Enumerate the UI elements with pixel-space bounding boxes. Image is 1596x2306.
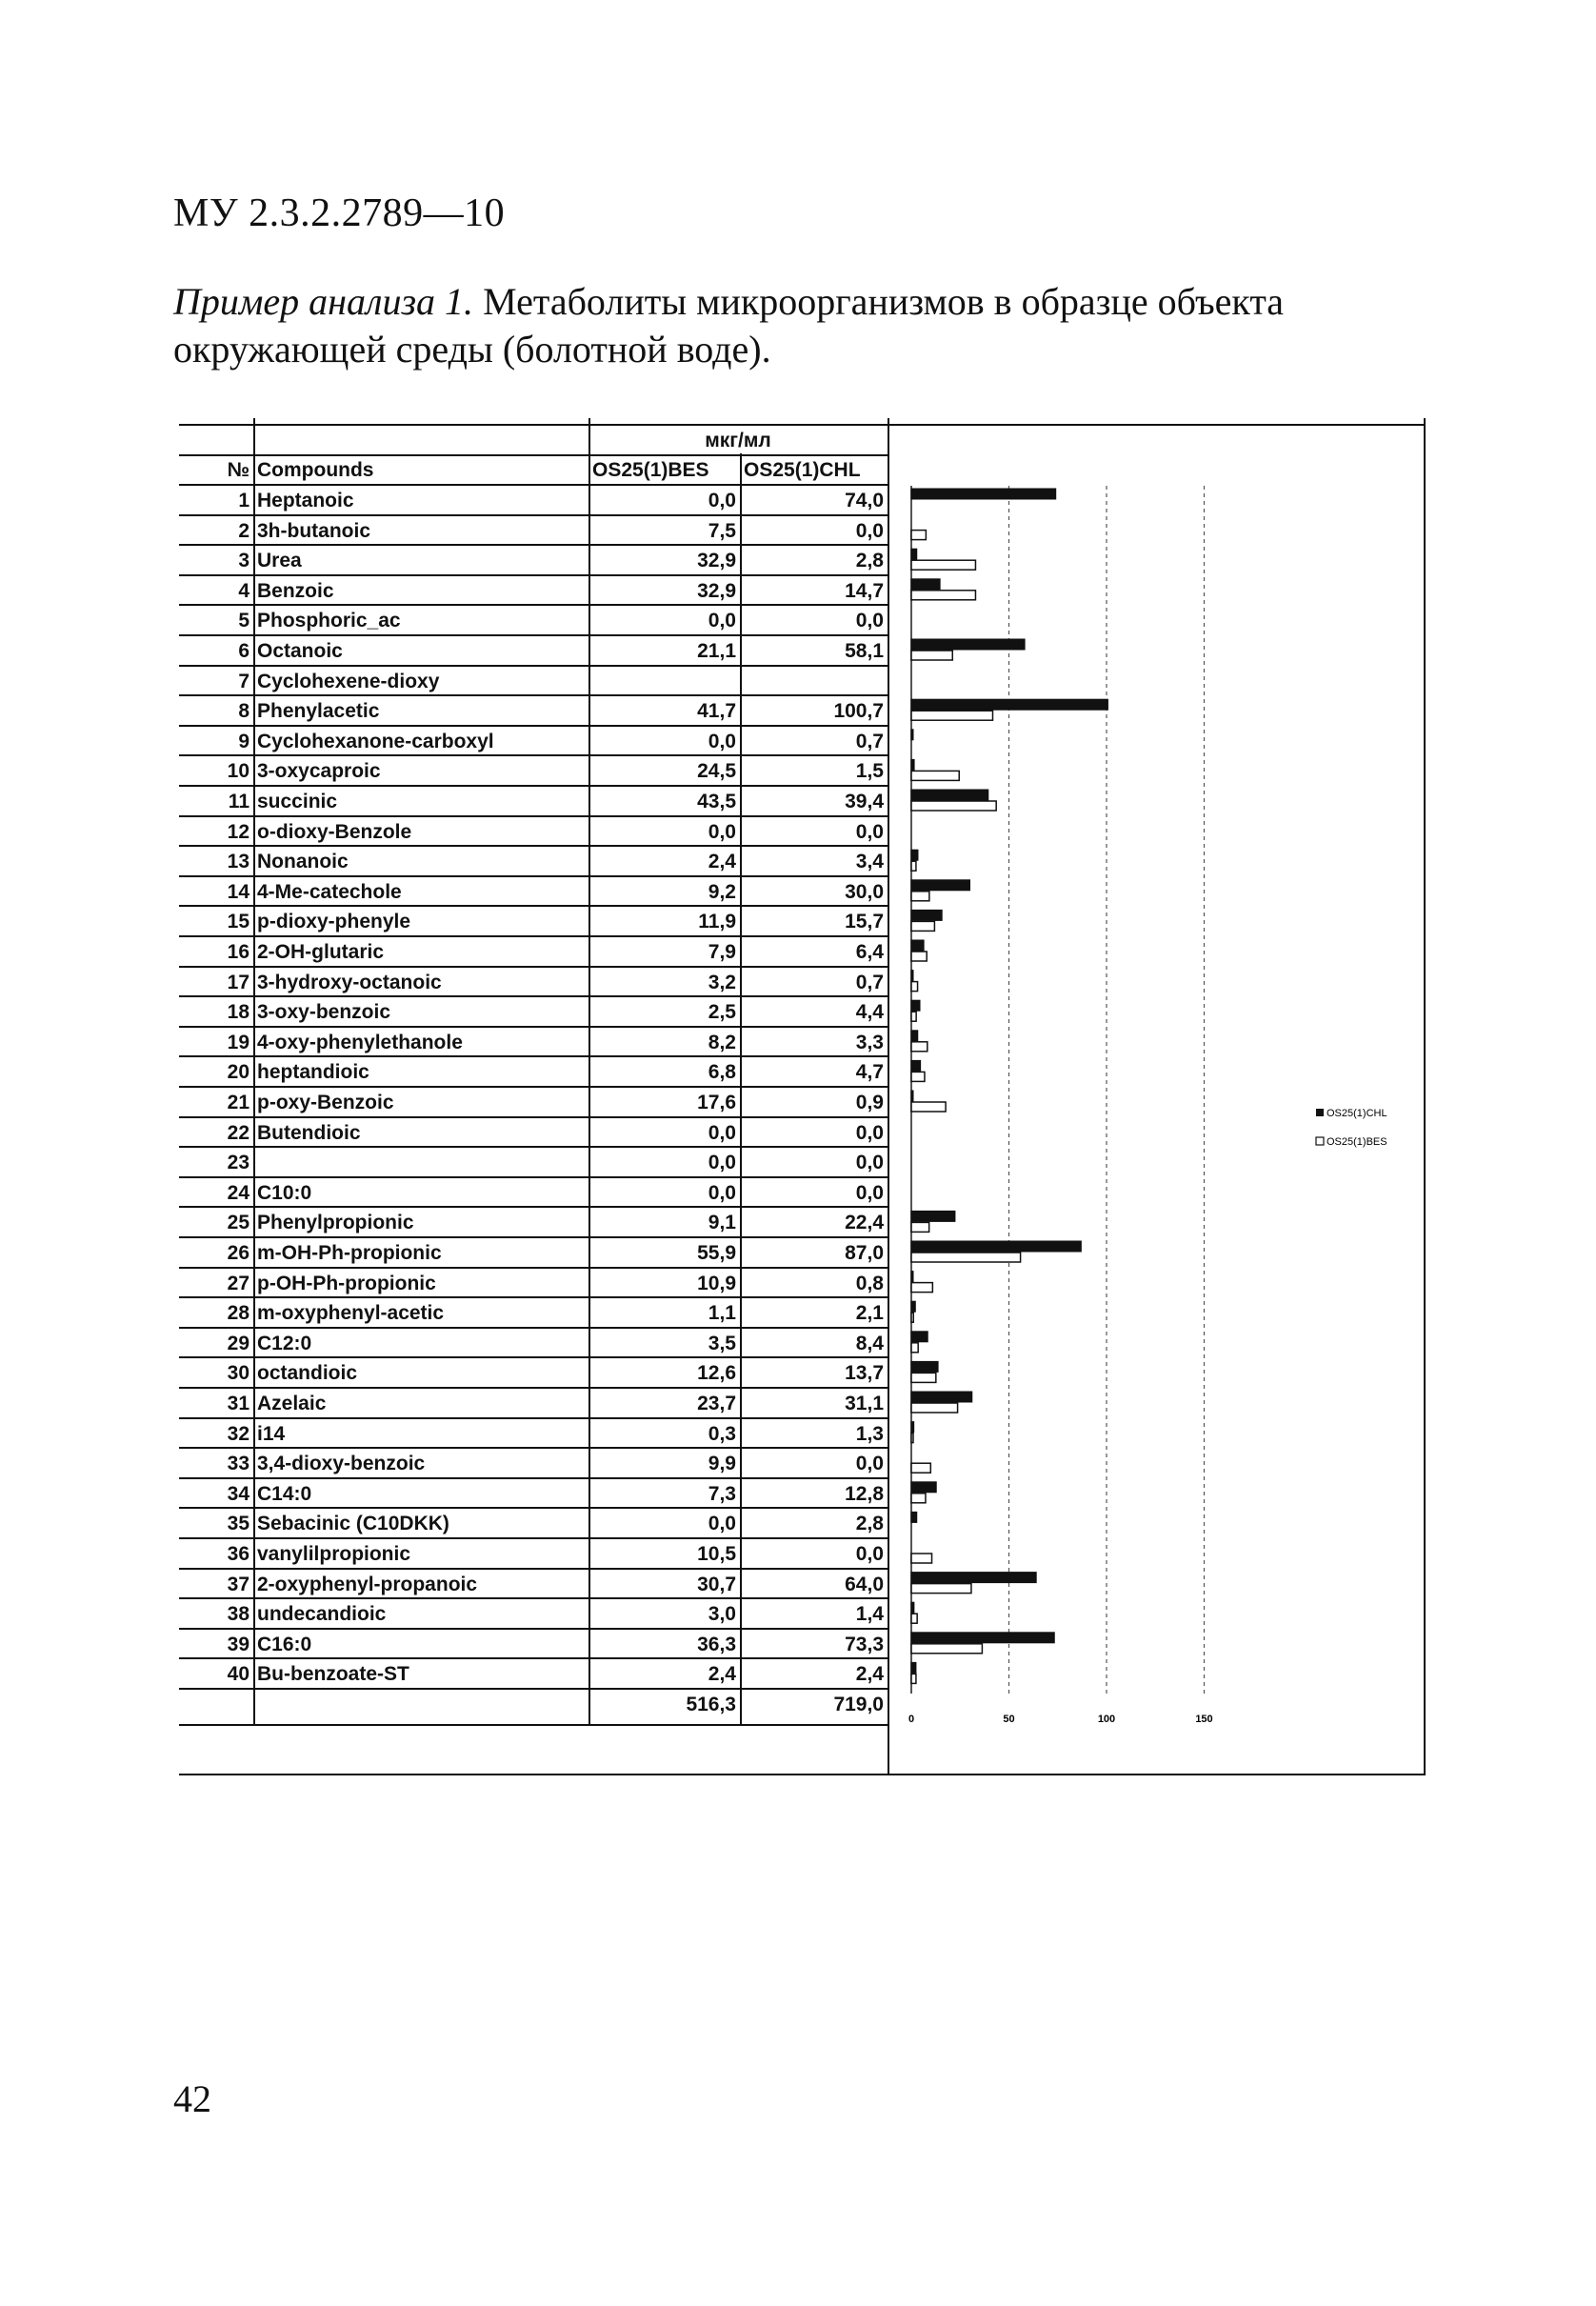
bar-bes xyxy=(911,1222,929,1232)
value-bes: 3,5 xyxy=(708,1332,736,1354)
bar-chl xyxy=(911,1301,915,1312)
bar-bes xyxy=(911,1614,917,1623)
value-chl: 74,0 xyxy=(845,490,884,511)
bar-bes xyxy=(911,560,975,570)
compound-name: o-dioxy-Benzole xyxy=(257,820,412,843)
row-number: 36 xyxy=(227,1543,249,1565)
value-chl: 0,0 xyxy=(855,1181,884,1204)
row-number: 31 xyxy=(227,1393,249,1414)
value-bes: 32,9 xyxy=(697,579,736,602)
bar-bes xyxy=(911,1494,926,1503)
bar-chl xyxy=(911,1091,913,1101)
bar-chl xyxy=(911,850,918,860)
bar-bes xyxy=(911,1403,958,1413)
bar-chl xyxy=(911,549,917,559)
page-header: МУ 2.3.2.2789—10 xyxy=(173,191,506,235)
column-header-bes: OS25(1)BES xyxy=(592,459,709,481)
value-bes: 0,0 xyxy=(708,610,736,632)
bar-chl xyxy=(911,1241,1081,1252)
value-bes: 0,0 xyxy=(708,1152,736,1174)
value-bes: 2,4 xyxy=(708,851,736,873)
row-number: 40 xyxy=(227,1663,249,1686)
bar-bes xyxy=(911,771,959,780)
bar-bes xyxy=(911,1644,982,1654)
x-tick-label: 0 xyxy=(908,1714,915,1725)
bar-chl xyxy=(911,1211,955,1221)
value-bes: 10,5 xyxy=(697,1543,736,1565)
value-bes: 2,4 xyxy=(708,1663,736,1686)
row-number: 22 xyxy=(227,1121,249,1144)
bar-chl xyxy=(911,1422,914,1433)
bar-chl xyxy=(911,1633,1054,1643)
bar-chl xyxy=(911,1060,921,1071)
row-number: 7 xyxy=(238,670,249,692)
value-bes: 6,8 xyxy=(708,1061,736,1084)
row-number: 9 xyxy=(238,730,249,752)
bar-bes xyxy=(911,1072,925,1081)
compound-name: Urea xyxy=(257,550,302,572)
value-chl: 0,9 xyxy=(855,1092,884,1113)
compound-name: i14 xyxy=(257,1422,286,1445)
value-chl: 2,8 xyxy=(855,1513,884,1535)
compound-name: 4-Me-catechole xyxy=(257,880,402,903)
row-number: 39 xyxy=(227,1633,249,1655)
compound-name: Phenylacetic xyxy=(257,700,380,723)
bar-bes xyxy=(911,801,996,811)
value-chl: 22,4 xyxy=(845,1212,884,1234)
legend-swatch-chl xyxy=(1316,1109,1324,1116)
value-chl: 0,0 xyxy=(855,1121,884,1144)
value-chl: 14,7 xyxy=(845,579,884,602)
row-number: 11 xyxy=(228,791,249,812)
bar-chl xyxy=(911,1573,1036,1583)
value-chl: 4,7 xyxy=(855,1061,884,1084)
value-chl: 30,0 xyxy=(845,880,884,903)
compound-name: 3,4-dioxy-benzoic xyxy=(257,1453,426,1475)
compound-name: succinic xyxy=(257,791,338,812)
row-number: 27 xyxy=(227,1272,249,1294)
row-number: 17 xyxy=(227,971,249,993)
value-bes: 3,0 xyxy=(708,1603,736,1626)
value-chl: 15,7 xyxy=(845,911,884,933)
value-bes: 0,0 xyxy=(708,1121,736,1144)
bar-bes xyxy=(911,1434,913,1443)
value-bes: 8,2 xyxy=(708,1031,736,1053)
bar-chl xyxy=(911,910,942,920)
value-chl: 12,8 xyxy=(845,1482,884,1505)
compound-name: 4-oxy-phenylethanole xyxy=(257,1031,463,1053)
value-bes: 7,5 xyxy=(708,519,736,542)
row-number: 3 xyxy=(238,550,249,572)
value-chl: 2,1 xyxy=(855,1302,884,1325)
bar-bes xyxy=(911,1463,930,1473)
unit-header: мкг/мл xyxy=(705,430,771,451)
bar-bes xyxy=(911,591,975,600)
value-chl: 73,3 xyxy=(845,1633,884,1655)
value-bes: 10,9 xyxy=(697,1272,736,1294)
compound-name: Sebacinic (C10DKK) xyxy=(257,1513,449,1535)
bar-chl xyxy=(911,790,988,800)
value-chl: 0,0 xyxy=(855,1543,884,1565)
value-bes: 9,2 xyxy=(708,880,736,903)
compound-name: C10:0 xyxy=(257,1181,312,1204)
bar-chl xyxy=(911,1272,913,1282)
compound-name: C16:0 xyxy=(257,1633,312,1655)
bar-bes xyxy=(911,952,927,961)
value-chl: 2,4 xyxy=(855,1663,884,1686)
compound-name: heptandioic xyxy=(257,1061,369,1084)
row-number: 21 xyxy=(227,1092,249,1113)
value-bes: 23,7 xyxy=(697,1393,736,1414)
compound-name: Butendioic xyxy=(257,1121,361,1144)
compound-name: p-OH-Ph-propionic xyxy=(257,1272,436,1294)
compound-name: Benzoic xyxy=(257,579,334,602)
compound-name: 3-hydroxy-octanoic xyxy=(257,971,442,993)
row-number: 38 xyxy=(227,1603,249,1626)
row-number: 4 xyxy=(238,579,249,602)
row-number: 15 xyxy=(227,911,249,933)
compound-name: C12:0 xyxy=(257,1332,312,1354)
total-chl: 719,0 xyxy=(833,1694,884,1715)
bar-bes xyxy=(911,1584,971,1594)
value-chl: 58,1 xyxy=(845,640,884,662)
bar-chl xyxy=(911,759,914,770)
bar-chl xyxy=(911,699,1107,710)
x-tick-label: 50 xyxy=(1003,1714,1015,1725)
value-chl: 3,3 xyxy=(855,1031,884,1053)
x-tick-label: 150 xyxy=(1195,1714,1213,1725)
row-number: 20 xyxy=(227,1061,249,1084)
bar-chl xyxy=(911,1361,938,1372)
value-bes: 0,0 xyxy=(708,730,736,752)
bar-chl xyxy=(911,579,940,590)
value-bes: 7,3 xyxy=(708,1482,736,1505)
value-chl: 0,8 xyxy=(855,1272,884,1294)
bar-chl xyxy=(911,1662,916,1673)
bar-chl xyxy=(911,1031,918,1041)
compound-name: Cyclohexanone-carboxyl xyxy=(257,730,494,752)
legend-label-chl: OS25(1)CHL xyxy=(1327,1108,1387,1119)
value-bes: 12,6 xyxy=(697,1362,736,1385)
value-bes: 1,1 xyxy=(708,1302,736,1325)
row-number: 32 xyxy=(227,1422,249,1445)
value-chl: 0,0 xyxy=(855,610,884,632)
value-bes: 30,7 xyxy=(697,1573,736,1595)
page-number: 42 xyxy=(173,2077,211,2120)
bar-chl xyxy=(911,1602,914,1613)
bar-bes xyxy=(911,921,934,931)
value-chl: 1,3 xyxy=(855,1422,884,1445)
bar-chl xyxy=(911,1512,917,1522)
column-header-chl: OS25(1)CHL xyxy=(744,459,861,481)
compound-name: 3h-butanoic xyxy=(257,519,370,542)
row-number: 28 xyxy=(227,1302,249,1325)
row-number: 24 xyxy=(227,1181,249,1204)
row-number: 23 xyxy=(227,1152,249,1174)
legend-swatch-bes xyxy=(1316,1137,1324,1145)
value-chl: 3,4 xyxy=(855,851,884,873)
value-bes: 0,3 xyxy=(708,1422,736,1445)
bar-bes xyxy=(911,892,929,901)
total-bes: 516,3 xyxy=(686,1694,736,1715)
caption-text: Метаболиты микроорганизмов в образце объекта окружающей среды (болотной воде). xyxy=(173,280,1285,371)
row-number: 2 xyxy=(238,519,249,542)
value-chl: 8,4 xyxy=(855,1332,884,1354)
value-bes: 2,5 xyxy=(708,1001,736,1024)
row-number: 14 xyxy=(227,880,249,903)
value-chl: 31,1 xyxy=(845,1393,884,1414)
value-chl: 1,5 xyxy=(855,760,884,783)
compound-name: Octanoic xyxy=(257,640,343,662)
row-number: 18 xyxy=(227,1001,249,1024)
bar-chl xyxy=(911,1332,928,1342)
legend-label-bes: OS25(1)BES xyxy=(1327,1136,1387,1148)
bar-chl xyxy=(911,1392,972,1402)
value-bes: 0,0 xyxy=(708,1181,736,1204)
value-bes: 11,9 xyxy=(698,911,736,933)
compound-name: 2-oxyphenyl-propanoic xyxy=(257,1573,478,1595)
bar-bes xyxy=(911,1283,932,1293)
compound-name: Cyclohexene-dioxy xyxy=(257,670,440,692)
bar-bes xyxy=(911,531,926,540)
value-chl: 4,4 xyxy=(855,1001,884,1024)
bar-bes xyxy=(911,1343,918,1353)
bar-chl xyxy=(911,639,1025,650)
compound-name: Nonanoic xyxy=(257,851,349,873)
value-chl: 39,4 xyxy=(845,791,884,812)
row-number: 33 xyxy=(227,1453,249,1475)
row-number: 26 xyxy=(227,1242,249,1264)
compound-name: vanylilpropionic xyxy=(257,1543,411,1565)
compound-name: Azelaic xyxy=(257,1393,327,1414)
compound-name: 3-oxy-benzoic xyxy=(257,1001,391,1024)
row-number: 35 xyxy=(227,1513,249,1535)
compound-name: undecandioic xyxy=(257,1603,387,1626)
row-number: 12 xyxy=(227,820,249,843)
value-chl: 64,0 xyxy=(845,1573,884,1595)
bar-bes xyxy=(911,861,916,871)
value-bes: 24,5 xyxy=(697,760,736,783)
bar-bes xyxy=(911,1102,946,1112)
bar-bes xyxy=(911,1674,916,1683)
compound-name: m-OH-Ph-propionic xyxy=(257,1242,442,1264)
value-bes: 17,6 xyxy=(697,1092,736,1113)
value-chl: 0,0 xyxy=(855,820,884,843)
compound-name: octandioic xyxy=(257,1362,358,1385)
compound-name: p-oxy-Benzoic xyxy=(257,1092,394,1113)
bar-chl xyxy=(911,971,913,981)
row-number: 29 xyxy=(227,1332,249,1354)
bar-chl xyxy=(911,730,913,740)
row-number: 34 xyxy=(227,1482,249,1505)
value-bes: 32,9 xyxy=(697,550,736,572)
row-number: 13 xyxy=(227,851,249,873)
compound-name: 3-oxycaproic xyxy=(257,760,381,783)
value-chl: 0,7 xyxy=(855,730,884,752)
row-number: 1 xyxy=(238,490,249,511)
bar-bes xyxy=(911,1012,916,1021)
value-bes: 9,9 xyxy=(708,1453,736,1475)
value-chl: 0,0 xyxy=(855,1453,884,1475)
row-number: 16 xyxy=(227,941,249,963)
compound-name: C14:0 xyxy=(257,1482,312,1505)
column-header-no: № xyxy=(227,459,249,481)
value-bes: 0,0 xyxy=(708,490,736,511)
value-bes: 9,1 xyxy=(708,1212,736,1234)
compound-name: Bu-benzoate-ST xyxy=(257,1663,409,1686)
value-chl: 87,0 xyxy=(845,1242,884,1264)
value-bes: 7,9 xyxy=(708,941,736,963)
bar-chl xyxy=(911,940,924,951)
value-chl: 6,4 xyxy=(855,941,884,963)
row-number: 6 xyxy=(238,640,249,662)
bar-bes xyxy=(911,1554,932,1563)
row-number: 5 xyxy=(238,610,249,632)
compound-name: 2-OH-glutaric xyxy=(257,941,385,963)
compound-name: p-dioxy-phenyle xyxy=(257,911,411,933)
value-chl: 0,7 xyxy=(855,971,884,993)
bar-bes xyxy=(911,1042,928,1052)
x-tick-label: 100 xyxy=(1097,1714,1116,1725)
bar-chl xyxy=(911,489,1056,499)
bar-chl xyxy=(911,880,970,891)
value-chl: 100,7 xyxy=(833,700,884,723)
value-chl: 13,7 xyxy=(845,1362,884,1385)
bar-bes xyxy=(911,651,952,660)
compound-name: Phenylpropionic xyxy=(257,1212,414,1234)
row-number: 37 xyxy=(227,1573,249,1595)
bar-bes xyxy=(911,982,918,992)
bar-bes xyxy=(911,1313,913,1322)
column-header-compound: Compounds xyxy=(257,459,374,481)
value-bes: 3,2 xyxy=(708,971,736,993)
value-bes: 43,5 xyxy=(697,791,736,812)
row-number: 10 xyxy=(227,760,249,783)
row-number: 30 xyxy=(227,1362,249,1385)
value-chl: 1,4 xyxy=(855,1603,884,1626)
row-number: 25 xyxy=(227,1212,249,1234)
compound-name: m-oxyphenyl-acetic xyxy=(257,1302,445,1325)
bar-bes xyxy=(911,1373,936,1382)
bar-chl xyxy=(911,1000,920,1011)
value-chl: 2,8 xyxy=(855,550,884,572)
value-bes: 36,3 xyxy=(697,1633,736,1655)
row-number: 8 xyxy=(238,700,249,723)
value-bes: 0,0 xyxy=(708,820,736,843)
bar-bes xyxy=(911,1253,1021,1262)
caption-lead: Пример анализа 1. xyxy=(173,280,474,323)
value-bes: 21,1 xyxy=(697,640,736,662)
bar-chl xyxy=(911,1482,936,1493)
value-chl: 0,0 xyxy=(855,519,884,542)
value-bes: 41,7 xyxy=(697,700,736,723)
value-bes: 55,9 xyxy=(697,1242,736,1264)
row-number: 19 xyxy=(227,1031,249,1053)
compound-name: Heptanoic xyxy=(257,490,354,511)
value-bes: 0,0 xyxy=(708,1513,736,1535)
bar-bes xyxy=(911,711,992,720)
value-chl: 0,0 xyxy=(855,1152,884,1174)
compound-name: Phosphoric_ac xyxy=(257,610,401,632)
